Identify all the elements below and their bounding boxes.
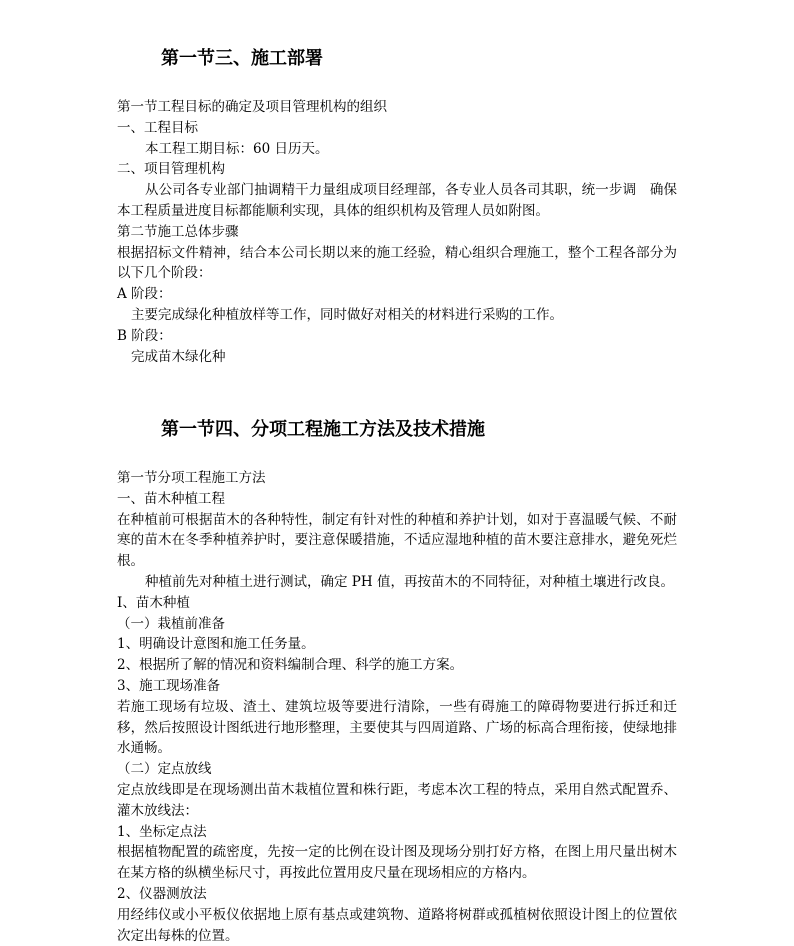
phase-label: A 阶段： — [117, 286, 172, 303]
paragraph: 本工程工期目标：60 日历天。 — [145, 140, 329, 157]
subsection-heading: 第一节分项工程施工方法 — [117, 470, 266, 486]
paragraph: 从公司各专业部门抽调精干力量组成项目经理部，各专业人员各司其职，统一步调 确保本工程质量进度目标都能顺利实现，具体的组织机构及管理人员如附图。 — [117, 182, 677, 219]
list-item: 1、坐标定点法 — [117, 823, 207, 840]
paragraph: 根据招标文件精神，结合本公司长期以来的施工经验，精心组织合理施工，整个工程各部分为以下几个阶段： — [117, 244, 677, 282]
paragraph: 主要完成绿化种植放样等工作，同时做好对相关的材料进行采购的工作。 — [131, 306, 563, 323]
list-item: 1、明确设计意图和施工任务量。 — [117, 636, 315, 653]
paragraph: 在种植前可根据苗木的各种特性，制定有针对性的种植和养护计划，如对于喜温暖气候、不耐寒的苗木在冬季种植养护时，要注意保暖措施，不适应湿地种植的苗木要注意排水，避免死烂根。 — [117, 511, 677, 570]
phase-label: B 阶段： — [117, 327, 172, 344]
section-body-construction-methods — [117, 468, 677, 946]
section-heading-construction-methods: 第一节四、分项工程施工方法及技术措施 — [161, 419, 485, 440]
paragraph: 完成苗木绿化种 — [131, 348, 226, 365]
section-heading-construction-deployment: 第一节三、施工部署 — [161, 48, 323, 69]
paragraph: 定点放线即是在现场测出苗木栽植位置和株行距，考虑本次工程的特点，采用自然式配置乔、灌木放线法： — [117, 781, 677, 819]
section-body-construction-deployment — [117, 97, 677, 367]
list-item: 2、根据所了解的情况和资料编制合理、科学的施工方案。 — [117, 657, 464, 674]
paragraph: 根据植物配置的疏密度，先按一定的比例在设计图及现场分别打好方格，在图上用尺量出树木在某方格的纵横坐标尺寸，再按此位置用皮尺量在现场相应的方格内。 — [117, 844, 677, 882]
list-item: 2、仪器测放法 — [117, 885, 207, 902]
item-heading: 一、工程目标 — [117, 119, 198, 136]
item-heading: 一、苗木种植工程 — [117, 490, 225, 507]
paragraph: 用经纬仪或小平板仪依据地上原有基点或建筑物、道路将树群或孤植树依照设计图上的位置依次定出每株的位置。 — [117, 906, 677, 944]
paragraph: 种植前先对种植土进行测试，确定 PH 值，再按苗木的不同特征，对种植土壤进行改良。 — [145, 573, 674, 590]
item-heading: 二、项目管理机构 — [117, 161, 225, 178]
paragraph: 若施工现场有垃圾、渣土、建筑垃圾等要进行清除，一些有碍施工的障碍物要进行拆迁和迁移，然后按照设计图纸进行地形整理，主要使其与四周道路、广场的标高合理衔接，使绿地排水通畅。 — [117, 698, 677, 757]
item-heading: （一）栽植前准备 — [117, 615, 225, 632]
item-heading: Ⅰ、苗木种植 — [117, 594, 190, 611]
list-item: 3、施工现场准备 — [117, 677, 221, 694]
subsection-heading: 第二节施工总体步骤 — [117, 223, 239, 240]
subsection-heading: 第一节工程目标的确定及项目管理机构的组织 — [117, 99, 387, 115]
item-heading: （二）定点放线 — [117, 761, 212, 778]
